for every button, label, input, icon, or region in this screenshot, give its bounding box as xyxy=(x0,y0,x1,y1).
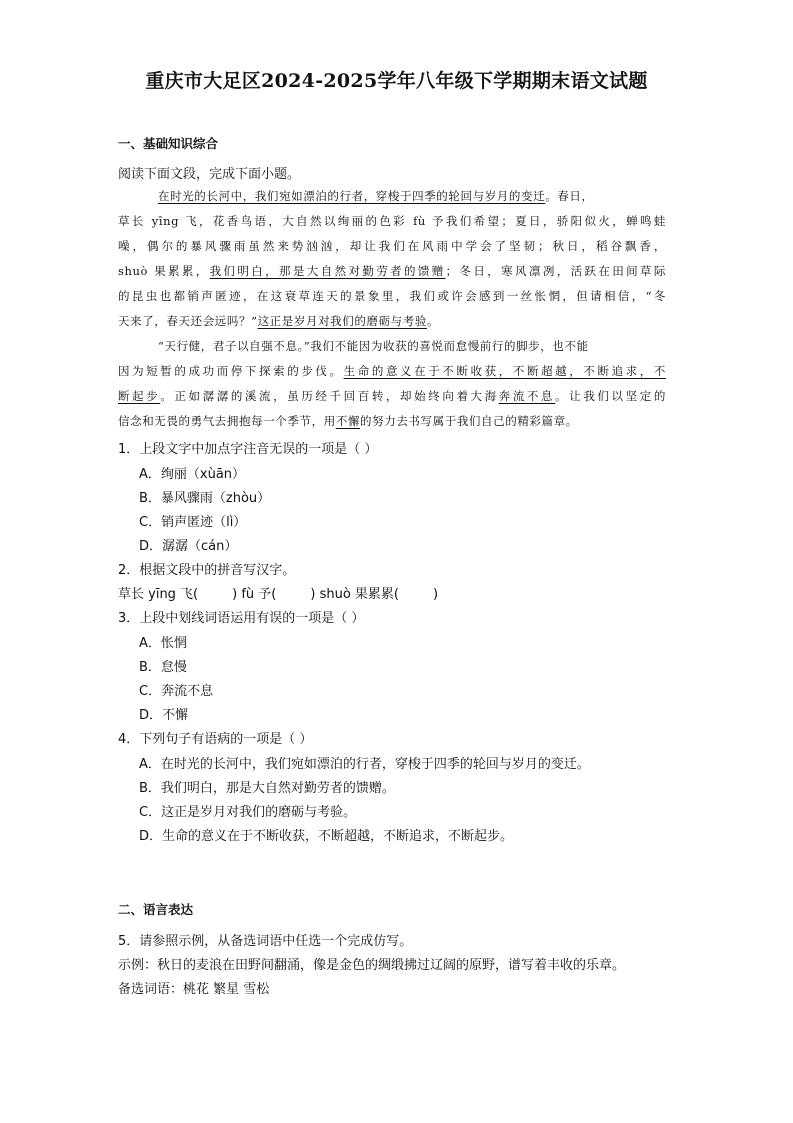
section-heading-language: 二、语言表达 xyxy=(118,902,194,917)
question-3-option-d: D．不懈 xyxy=(139,708,189,723)
passage-line: 在时光的长河中，我们宛如漂泊的行者，穿梭于四季的轮回与岁月的变迁。春日， xyxy=(158,189,594,203)
passage-line: 因为短暂的成功而停下探索的步伐。生命的意义在于不断收获，不断超越，不断追求，不 xyxy=(118,364,666,378)
question-4-stem: 4．下列句子有语病的一项是（ ） xyxy=(118,732,313,747)
question-1-option-d: D．潺潺（cán） xyxy=(139,539,238,554)
question-2-stem: 2．根据文段中的拼音写汉字。 xyxy=(118,563,296,578)
question-1-option-a: A．绚丽（xùān） xyxy=(139,467,246,482)
passage-line: 噪，偶尔的暴风骤雨虽然来势汹汹，却让我们在风雨中学会了坚韧；秋日，稻谷飘香， xyxy=(118,239,666,253)
question-2-answer-row: 草长 yīng 飞( ) fù 予( ) shuò 果累累( ) xyxy=(118,587,439,602)
question-4-option-c: C．这正是岁月对我们的磨砺与考验。 xyxy=(139,805,357,820)
question-5-stem: 5．请参照示例，从备选词语中任选一个完成仿写。 xyxy=(118,934,413,949)
underlined-phrase: 生命的意义在于不断收获，不断超越，不断追求，不 xyxy=(343,364,666,378)
question-5-word-choices: 备选词语：桃花 繁星 雪松 xyxy=(118,982,270,997)
underlined-phrase: 不懈 xyxy=(335,414,361,428)
question-3-option-c: C．奔流不息 xyxy=(139,684,214,699)
passage-line: shuò 果累累，我们明白，那是大自然对勤劳者的馈赠；冬日，寒风凛冽，活跃在田间草际 xyxy=(118,264,666,278)
question-4-option-b: B．我们明白，那是大自然对勤劳者的馈赠。 xyxy=(139,781,395,796)
question-1-stem: 1．上段文字中加点字注音无误的一项是（ ） xyxy=(118,442,378,457)
page-title: 重庆市大足区2024-2025学年八年级下学期期末语文试题 xyxy=(145,70,648,92)
section-heading-basics: 一、基础知识综合 xyxy=(118,136,219,151)
passage-line: 信念和无畏的勇气去拥抱每一个季节，用不懈的努力去书写属于我们自己的精彩篇章。 xyxy=(118,414,578,428)
question-5-example: 示例：秋日的麦浪在田野间翻涌，像是金色的绸缎拂过辽阔的原野，谱写着丰收的乐章。 xyxy=(118,958,626,973)
question-3-stem: 3．上段中划线词语运用有误的一项是（ ） xyxy=(118,611,365,626)
passage-line: 断起步。正如潺潺的溪流，虽历经千回百转，却始终向着大海奔流不息。让我们以坚定的 xyxy=(118,389,666,403)
underlined-phrase: 奔流不息 xyxy=(498,389,556,403)
question-4-option-d: D．生命的意义在于不断收获，不断超越，不断追求，不断起步。 xyxy=(139,829,514,844)
passage-line: “天行健，君子以自强不息。”我们不能因为收获的喜悦而怠慢前行的脚步，也不能 xyxy=(158,339,589,353)
question-1-option-b: B．暴风骤雨（zhòu） xyxy=(139,491,271,506)
underlined-phrase: 这正是岁月对我们的磨砺与考验 xyxy=(257,314,427,328)
passage-line: 草长 yīng 飞，花香鸟语，大自然以绚丽的色彩 fù 予我们希望；夏日，骄阳似火，蝉鸣蛙 xyxy=(118,214,666,228)
question-4-option-a: A．在时光的长河中，我们宛如漂泊的行者，穿梭于四季的轮回与岁月的变迁。 xyxy=(139,757,590,772)
question-3-option-b: B．怠慢 xyxy=(139,660,187,675)
question-1-option-c: C．销声匿迹（lì） xyxy=(139,515,247,530)
underlined-phrase: 断起步 xyxy=(118,389,161,403)
passage-line: 天来了，春天还会远吗？”这正是岁月对我们的磨砺与考验。 xyxy=(118,314,440,328)
underlined-phrase: 我们明白，那是大自然对勤劳者的馈赠 xyxy=(209,264,446,278)
passage-line: 的昆虫也都销声匿迹，在这衰草连天的景象里，我们或许会感到一丝怅惘，但请相信，“冬 xyxy=(118,289,666,303)
question-3-option-a: A．怅惘 xyxy=(139,636,187,651)
reading-instruction: 阅读下面文段，完成下面小题。 xyxy=(118,167,301,182)
underlined-phrase: 在时光的长河中，我们宛如漂泊的行者，穿梭于四季的轮回与岁月的变迁 xyxy=(158,189,546,203)
